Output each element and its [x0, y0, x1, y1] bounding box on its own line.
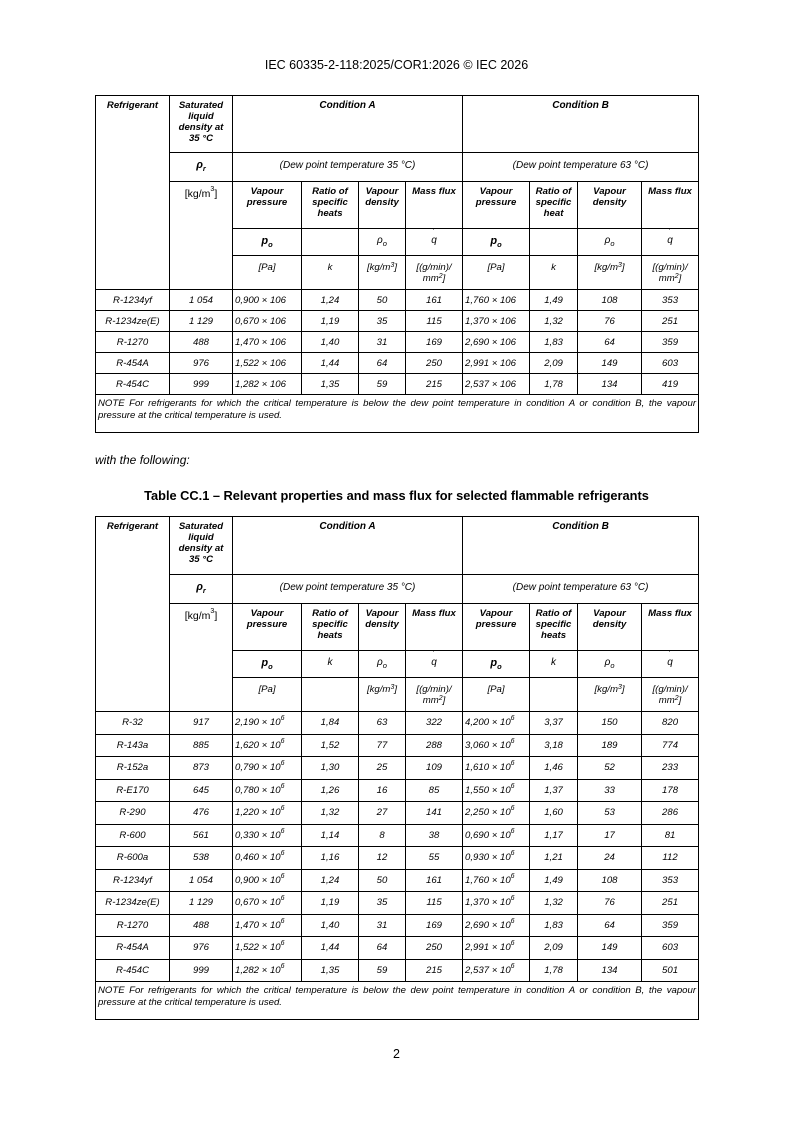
symbol-q-a: ˙ q	[406, 651, 463, 678]
unit-k-a: k	[302, 256, 359, 290]
header-condition-b: Condition B	[463, 96, 699, 153]
page-header: IEC 60335-2-118:2025/COR1:2026 © IEC 2026	[264, 58, 529, 72]
cell-b-rho: 189	[578, 734, 642, 757]
header-ratio-a: Ratio of specific heats	[302, 604, 359, 651]
symbol-empty-b	[530, 229, 578, 256]
cell-b-rho: 64	[578, 914, 642, 937]
unit-empty-b	[530, 678, 578, 712]
symbol-p-o-a: $p_o$	[233, 229, 302, 256]
cell-a-rho: 50	[359, 869, 406, 892]
cell-b-flux: 501	[642, 959, 699, 982]
table-row	[96, 311, 699, 332]
unit-kgm3-b: $[kg/m^3]$	[578, 678, 642, 712]
cell-name: R-1270	[96, 332, 170, 353]
cell-b-k: 1,78	[530, 959, 578, 982]
unit-pa-b: [Pa]	[463, 678, 530, 712]
symbol-q-a: ˙ q	[406, 229, 463, 256]
cell-b-vp: $1,760 \times 10^6$	[463, 869, 530, 892]
cell-a-k: 1,35	[302, 374, 359, 395]
header-saturated-density: Saturated liquid density at 35 °C	[170, 96, 233, 153]
symbol-empty-a	[302, 229, 359, 256]
unit-density: $[kg/m^3]$	[170, 604, 233, 712]
header-vapour-density-b: Vapour density	[578, 604, 642, 651]
cell-a-rho: 59	[359, 374, 406, 395]
symbol-p-o-a: $p_o$	[233, 651, 302, 678]
cell-a-rho: 64	[359, 353, 406, 374]
table-row	[96, 937, 699, 960]
cell-a-vp: 1,470 × 106	[233, 332, 302, 353]
unit-empty-a	[302, 678, 359, 712]
cell-a-vp: $0,790 \times 10^6$	[233, 757, 302, 780]
cell-b-vp: $4,200 \times 10^6$	[463, 712, 530, 735]
table-note: NOTE For refrigerants for which the critical temperature is below the dew point temperature in condition A or condition B, the vapour pressure at the critical temperature is used.	[96, 982, 699, 1020]
table-row	[96, 824, 699, 847]
cell-a-k: 1,52	[302, 734, 359, 757]
table-row	[96, 914, 699, 937]
cell-name: R-600a	[96, 847, 170, 870]
header-refrigerant: Refrigerant	[96, 96, 170, 290]
cell-b-flux: 820	[642, 712, 699, 735]
cell-a-vp: $1,620 \times 10^6$	[233, 734, 302, 757]
cell-a-vp: $0,460 \times 10^6$	[233, 847, 302, 870]
cell-a-flux: 115	[406, 892, 463, 915]
cell-a-vp: $1,470 \times 10^6$	[233, 914, 302, 937]
cell-b-rho: 53	[578, 802, 642, 825]
symbol-k-a: k	[302, 651, 359, 678]
cell-b-k: 1,32	[530, 311, 578, 332]
unit-pa-b: [Pa]	[463, 256, 530, 290]
cell-b-rho: 17	[578, 824, 642, 847]
cell-b-k: 3,37	[530, 712, 578, 735]
cell-b-rho: 76	[578, 311, 642, 332]
cell-b-flux: 178	[642, 779, 699, 802]
cell-a-flux: 161	[406, 869, 463, 892]
table-row	[96, 290, 699, 311]
unit-kgm3-a: $[kg/m^3]$	[359, 256, 406, 290]
header-vapour-density-b: Vapour density	[578, 182, 642, 229]
symbol-q-b: ˙ q	[642, 229, 699, 256]
unit-mass-flux-b: [(g/min)/ $mm^2$]	[642, 256, 699, 290]
symbol-rho-r: $\rho_r$	[170, 153, 233, 182]
cell-a-vp: $2,190 \times 10^6$	[233, 712, 302, 735]
symbol-rho-o-a: $\rho_o$	[359, 229, 406, 256]
cell-b-rho: 134	[578, 374, 642, 395]
symbol-k-b: k	[530, 651, 578, 678]
cell-b-vp: $2,250 \times 10^6$	[463, 802, 530, 825]
cell-b-vp: $3,060 \times 10^6$	[463, 734, 530, 757]
header-mass-flux-a: Mass flux	[406, 182, 463, 229]
cell-a-rho: 16	[359, 779, 406, 802]
cell-a-flux: 169	[406, 914, 463, 937]
table-row	[96, 892, 699, 915]
cell-b-vp: $1,370 \times 10^6$	[463, 892, 530, 915]
cell-a-flux: 215	[406, 959, 463, 982]
table-row	[96, 779, 699, 802]
cell-b-k: 3,18	[530, 734, 578, 757]
cell-a-rho: 64	[359, 937, 406, 960]
cell-b-vp: 1,370 × 106	[463, 311, 530, 332]
cell-density: 976	[170, 353, 233, 374]
cell-a-vp: $0,780 \times 10^6$	[233, 779, 302, 802]
cell-b-flux: 81	[642, 824, 699, 847]
cell-a-rho: 59	[359, 959, 406, 982]
cell-b-vp: 2,690 × 106	[463, 332, 530, 353]
unit-kgm3-a: $[kg/m^3]$	[359, 678, 406, 712]
cell-density: 476	[170, 802, 233, 825]
cell-b-flux: 251	[642, 892, 699, 915]
header-saturated-density: Saturated liquid density at 35 °C	[170, 517, 233, 575]
cell-density: 917	[170, 712, 233, 735]
cell-density: 976	[170, 937, 233, 960]
table-row	[96, 959, 699, 982]
cell-b-rho: 108	[578, 869, 642, 892]
cell-a-k: 1,24	[302, 869, 359, 892]
cell-a-k: 1,30	[302, 757, 359, 780]
cell-density: 488	[170, 332, 233, 353]
cell-density: 1 129	[170, 892, 233, 915]
cell-b-k: 1,32	[530, 892, 578, 915]
unit-kgm3-b: $[kg/m^3]$	[578, 256, 642, 290]
cell-name: R-454A	[96, 353, 170, 374]
cell-b-k: 1,17	[530, 824, 578, 847]
cell-density: 999	[170, 374, 233, 395]
cell-b-k: 2,09	[530, 937, 578, 960]
cell-b-rho: 134	[578, 959, 642, 982]
cell-b-vp: $2,991 \times 10^6$	[463, 937, 530, 960]
dew-point-b: (Dew point temperature 63 °C)	[463, 575, 699, 604]
cell-b-rho: 150	[578, 712, 642, 735]
cell-a-k: 1,44	[302, 353, 359, 374]
unit-density: $[kg/m^3]$	[170, 182, 233, 290]
cell-density: 1 054	[170, 869, 233, 892]
header-ratio-b: Ratio of specific heats	[530, 604, 578, 651]
cell-b-flux: 359	[642, 332, 699, 353]
cell-name: R-290	[96, 802, 170, 825]
cell-a-vp: 0,670 × 106	[233, 311, 302, 332]
cell-b-flux: 603	[642, 353, 699, 374]
dew-point-b: (Dew point temperature 63 °C)	[463, 153, 699, 182]
cell-a-flux: 55	[406, 847, 463, 870]
cell-a-k: 1,40	[302, 332, 359, 353]
cell-a-k: 1,35	[302, 959, 359, 982]
cell-b-flux: 112	[642, 847, 699, 870]
cell-a-k: 1,19	[302, 311, 359, 332]
header-condition-a: Condition A	[233, 96, 463, 153]
dew-point-a: (Dew point temperature 35 °C)	[233, 153, 463, 182]
symbol-p-o-b: $p_o$	[463, 651, 530, 678]
cell-b-rho: 76	[578, 892, 642, 915]
cell-a-k: 1,14	[302, 824, 359, 847]
cell-a-rho: 25	[359, 757, 406, 780]
cell-a-flux: 250	[406, 353, 463, 374]
cell-a-flux: 38	[406, 824, 463, 847]
cell-a-rho: 77	[359, 734, 406, 757]
cell-b-flux: 233	[642, 757, 699, 780]
cell-a-rho: 63	[359, 712, 406, 735]
cell-a-vp: $0,330 \times 10^6$	[233, 824, 302, 847]
cell-name: R-454A	[96, 937, 170, 960]
table-note: NOTE For refrigerants for which the critical temperature is below the dew point temperature in condition A or condition B, the vapour pressure at the critical temperature is used.	[96, 395, 699, 433]
cell-a-rho: 31	[359, 332, 406, 353]
symbol-rho-o-a: $\rho_o$	[359, 651, 406, 678]
cell-density: 488	[170, 914, 233, 937]
cell-b-vp: 1,760 × 106	[463, 290, 530, 311]
cell-name: R-1234ze(E)	[96, 311, 170, 332]
header-ratio-b: Ratio of specific heat	[530, 182, 578, 229]
cell-name: R-1234yf	[96, 290, 170, 311]
unit-mass-flux-a: [(g/min)/ $mm^2$]	[406, 256, 463, 290]
cell-a-flux: 250	[406, 937, 463, 960]
unit-mass-flux-a: [(g/min)/ $mm^2$]	[406, 678, 463, 712]
cell-b-k: 1,83	[530, 332, 578, 353]
cell-a-vp: 0,900 × 106	[233, 290, 302, 311]
cell-b-rho: 33	[578, 779, 642, 802]
cell-density: 999	[170, 959, 233, 982]
cell-name: R-E170	[96, 779, 170, 802]
table-row	[96, 734, 699, 757]
cell-a-rho: 50	[359, 290, 406, 311]
table-row	[96, 847, 699, 870]
cell-b-flux: 286	[642, 802, 699, 825]
cell-b-vp: 2,991 × 106	[463, 353, 530, 374]
header-vapour-density-a: Vapour density	[359, 182, 406, 229]
cell-a-rho: 31	[359, 914, 406, 937]
cell-b-flux: 251	[642, 311, 699, 332]
cell-name: R-1234yf	[96, 869, 170, 892]
symbol-q-b: ˙ q	[642, 651, 699, 678]
cell-density: 1 129	[170, 311, 233, 332]
unit-mass-flux-b: [(g/min)/ $mm^2$]	[642, 678, 699, 712]
cell-density: 645	[170, 779, 233, 802]
cell-a-vp: $1,220 \times 10^6$	[233, 802, 302, 825]
cell-name: R-152a	[96, 757, 170, 780]
cell-b-rho: 24	[578, 847, 642, 870]
cell-b-vp: $0,690 \times 10^6$	[463, 824, 530, 847]
table-old	[95, 95, 699, 433]
cell-density: 561	[170, 824, 233, 847]
cell-a-rho: 35	[359, 892, 406, 915]
cell-name: R-600	[96, 824, 170, 847]
cell-b-k: 1,37	[530, 779, 578, 802]
cell-name: R-454C	[96, 959, 170, 982]
cell-a-vp: $0,900 \times 10^6$	[233, 869, 302, 892]
cell-a-rho: 12	[359, 847, 406, 870]
cell-b-k: 1,46	[530, 757, 578, 780]
cell-a-k: 1,26	[302, 779, 359, 802]
cell-a-k: 1,16	[302, 847, 359, 870]
cell-b-k: 1,83	[530, 914, 578, 937]
header-mass-flux-b: Mass flux	[642, 604, 699, 651]
cell-a-k: 1,19	[302, 892, 359, 915]
cell-b-k: 2,09	[530, 353, 578, 374]
cell-b-rho: 149	[578, 937, 642, 960]
cell-a-flux: 85	[406, 779, 463, 802]
cell-a-vp: $1,282 \times 10^6$	[233, 959, 302, 982]
header-condition-a: Condition A	[233, 517, 463, 575]
table-row	[96, 353, 699, 374]
symbol-rho-r: $\rho_r$	[170, 575, 233, 604]
cell-a-vp: 1,522 × 106	[233, 353, 302, 374]
cell-a-flux: 161	[406, 290, 463, 311]
table-row	[96, 374, 699, 395]
cell-a-flux: 141	[406, 802, 463, 825]
header-vapour-pressure-a: Vapour pressure	[233, 182, 302, 229]
cell-b-vp: $2,537 \times 10^6$	[463, 959, 530, 982]
cell-b-rho: 149	[578, 353, 642, 374]
cell-a-flux: 322	[406, 712, 463, 735]
cell-b-k: 1,60	[530, 802, 578, 825]
cell-a-flux: 115	[406, 311, 463, 332]
cell-b-k: 1,49	[530, 290, 578, 311]
cell-b-vp: $1,550 \times 10^6$	[463, 779, 530, 802]
replacement-intro: with the following:	[95, 453, 190, 467]
cell-a-rho: 35	[359, 311, 406, 332]
cell-b-vp: $1,610 \times 10^6$	[463, 757, 530, 780]
cell-b-flux: 774	[642, 734, 699, 757]
symbol-rho-o-b: $\rho_o$	[578, 651, 642, 678]
cell-b-rho: 64	[578, 332, 642, 353]
cell-a-rho: 27	[359, 802, 406, 825]
header-mass-flux-a: Mass flux	[406, 604, 463, 651]
header-refrigerant: Refrigerant	[96, 517, 170, 712]
table-row	[96, 757, 699, 780]
cell-b-vp: 2,537 × 106	[463, 374, 530, 395]
cell-b-rho: 52	[578, 757, 642, 780]
table-caption: Table CC.1 – Relevant properties and mass flux for selected flammable refrigerants	[144, 488, 649, 503]
cell-b-flux: 353	[642, 290, 699, 311]
cell-density: 885	[170, 734, 233, 757]
header-vapour-pressure-b: Vapour pressure	[463, 604, 530, 651]
dew-point-a: (Dew point temperature 35 °C)	[233, 575, 463, 604]
header-mass-flux-b: Mass flux	[642, 182, 699, 229]
cell-a-k: 1,32	[302, 802, 359, 825]
cell-name: R-32	[96, 712, 170, 735]
cell-b-k: 1,49	[530, 869, 578, 892]
cell-b-flux: 419	[642, 374, 699, 395]
cell-b-flux: 359	[642, 914, 699, 937]
cell-a-k: 1,24	[302, 290, 359, 311]
cell-density: 1 054	[170, 290, 233, 311]
page-number: 2	[393, 1047, 400, 1061]
unit-pa-a: [Pa]	[233, 256, 302, 290]
cell-name: R-454C	[96, 374, 170, 395]
unit-k-b: k	[530, 256, 578, 290]
cell-a-vp: $1,522 \times 10^6$	[233, 937, 302, 960]
cell-a-flux: 288	[406, 734, 463, 757]
symbol-rho-o-b: $\rho_o$	[578, 229, 642, 256]
header-condition-b: Condition B	[463, 517, 699, 575]
table-row	[96, 712, 699, 735]
cell-a-flux: 109	[406, 757, 463, 780]
cell-b-flux: 353	[642, 869, 699, 892]
table-row	[96, 332, 699, 353]
cell-name: R-1234ze(E)	[96, 892, 170, 915]
table-row	[96, 869, 699, 892]
cell-a-flux: 215	[406, 374, 463, 395]
cell-a-k: 1,44	[302, 937, 359, 960]
header-vapour-pressure-b: Vapour pressure	[463, 182, 530, 229]
cell-a-vp: 1,282 × 106	[233, 374, 302, 395]
cell-density: 873	[170, 757, 233, 780]
cell-b-vp: $0,930 \times 10^6$	[463, 847, 530, 870]
cell-a-flux: 169	[406, 332, 463, 353]
cell-b-flux: 603	[642, 937, 699, 960]
header-vapour-pressure-a: Vapour pressure	[233, 604, 302, 651]
cell-b-rho: 108	[578, 290, 642, 311]
cell-density: 538	[170, 847, 233, 870]
cell-a-k: 1,84	[302, 712, 359, 735]
header-vapour-density-a: Vapour density	[359, 604, 406, 651]
unit-pa-a: [Pa]	[233, 678, 302, 712]
symbol-p-o-b: $p_o$	[463, 229, 530, 256]
cell-a-vp: $0,670 \times 10^6$	[233, 892, 302, 915]
cell-name: R-143a	[96, 734, 170, 757]
table-cc1	[95, 516, 699, 1020]
cell-b-k: 1,21	[530, 847, 578, 870]
cell-b-k: 1,78	[530, 374, 578, 395]
header-ratio-a: Ratio of specific heats	[302, 182, 359, 229]
cell-name: R-1270	[96, 914, 170, 937]
table-row	[96, 802, 699, 825]
cell-b-vp: $2,690 \times 10^6$	[463, 914, 530, 937]
cell-a-k: 1,40	[302, 914, 359, 937]
cell-a-rho: 8	[359, 824, 406, 847]
